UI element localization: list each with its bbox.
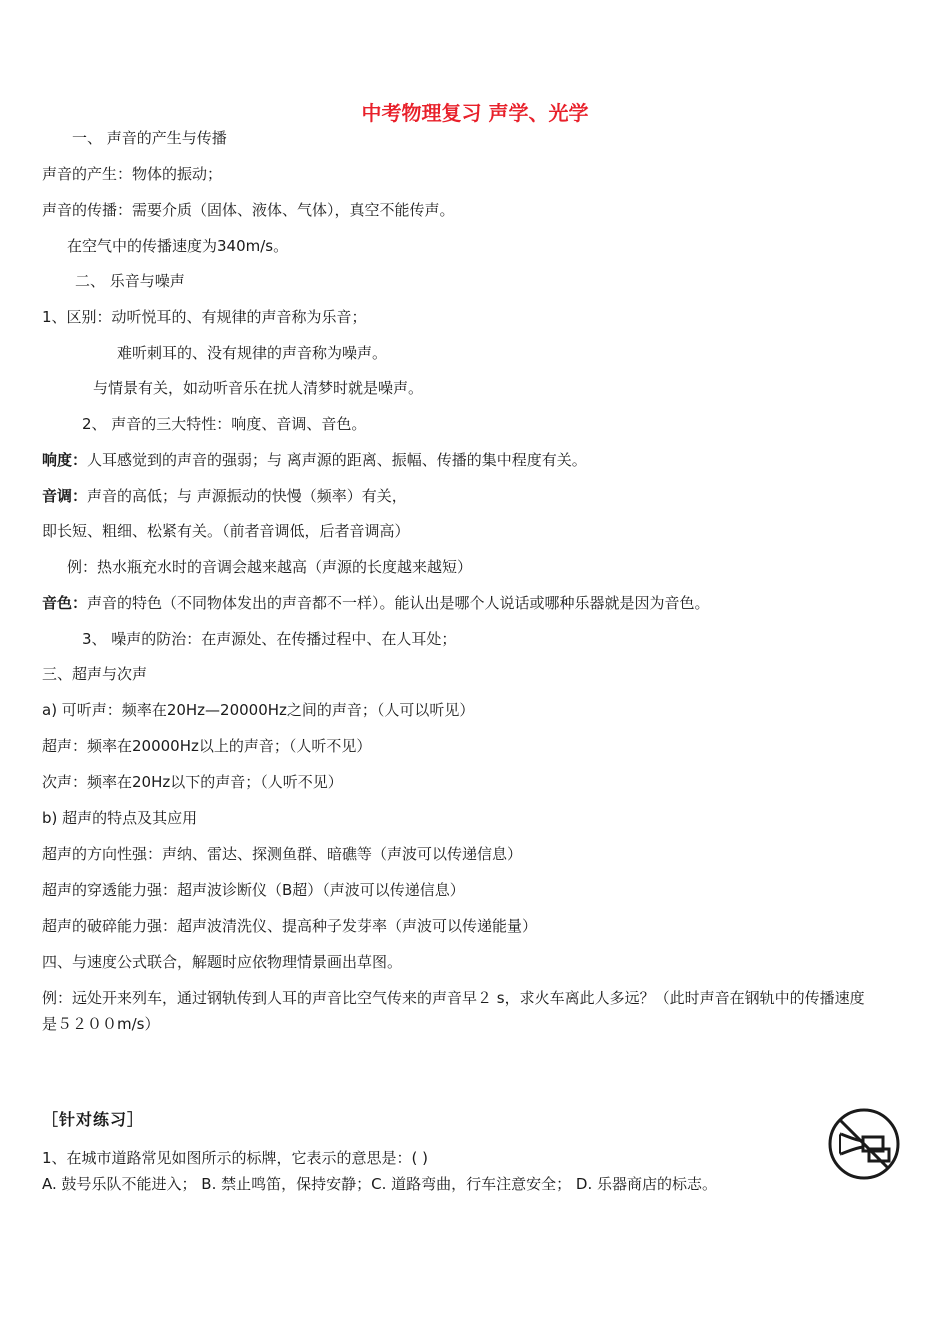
pitch-label: 音调： [42,487,88,505]
practice-question: 1、在城市道路常见如图所示的标牌，它表示的意思是：( ) [42,1149,429,1167]
text-line: 即长短、粗细、松紧有关。（前者音调低，后者音调高） [42,522,410,540]
text-line: 超声：频率在20000Hz以上的声音；（人听不见） [42,737,372,755]
text-line: 次声：频率在20Hz以下的声音；（人听不见） [42,773,343,791]
example-text: 例：远处开来列车，通过钢轨传到人耳的声音比空气传来的声音早２ s，求火车离此人多远？（此时声音在钢轨中的传播速度是５２００m/s） [42,989,865,1033]
practice-options: A. 鼓号乐队不能进入； B. 禁止鸣笛，保持安静；C. 道路弯曲，行车注意安全； D. 乐器商店的标志。 [42,1175,717,1193]
loudness-label: 响度： [42,451,88,469]
section-heading-3: 三、超声与次声 [42,665,148,683]
no-horn-sign-icon [827,1107,901,1181]
text-line: 超声的穿透能力强：超声波诊断仪（B超）（声波可以传递信息） [42,881,465,899]
pitch-line [42,486,407,506]
timbre-label: 音色： [42,594,88,612]
timbre-text: 声音的特色（不同物体发出的声音都不一样）。能认出是哪个人说话或哪种乐器就是因为音色。 [87,594,710,612]
text-line: 2、 声音的三大特性：响度、音调、音色。 [82,415,367,433]
practice-heading: ［针对练习］ [42,1110,145,1129]
page-title: 中考物理复习 声学、光学 [361,101,589,125]
pitch-text: 声音的高低；与 声源振动的快慢（频率）有关， [87,487,407,505]
loudness-text: 人耳感觉到的声音的强弱；与 离声源的距离、振幅、传播的集中程度有关。 [87,451,587,469]
text-line: 难听刺耳的、没有规律的声音称为噪声。 [117,344,388,362]
text-line: 例：热水瓶充水时的音调会越来越高（声源的长度越来越短） [67,558,473,576]
section-heading-4: 四、与速度公式联合，解题时应依物理情景画出草图。 [42,953,403,971]
text-line: a) 可听声：频率在20Hz—20000Hz之间的声音；（人可以听见） [42,701,475,719]
section-heading-2: 二、 乐音与噪声 [75,272,185,290]
section-heading-1: 一、 声音的产生与传播 [72,129,227,147]
text-line: 超声的方向性强：声纳、雷达、探测鱼群、暗礁等（声波可以传递信息） [42,845,523,863]
text-line: b) 超声的特点及其应用 [42,809,198,827]
text-line: 1、区别：动听悦耳的、有规律的声音称为乐音； [42,308,367,326]
loudness-line [42,450,587,470]
timbre-line [42,593,710,613]
text-line: 3、 噪声的防治：在声源处、在传播过程中、在人耳处； [82,630,457,648]
text-line: 声音的产生：物体的振动； [42,165,223,183]
text-line: 在空气中的传播速度为340m/s。 [67,237,289,255]
text-line: 与情景有关，如动听音乐在扰人清梦时就是噪声。 [93,379,424,397]
text-line: 声音的传播：需要介质（固体、液体、气体），真空不能传声。 [42,201,455,219]
text-line: 超声的破碎能力强：超声波清洗仪、提高种子发芽率（声波可以传递能量） [42,917,538,935]
